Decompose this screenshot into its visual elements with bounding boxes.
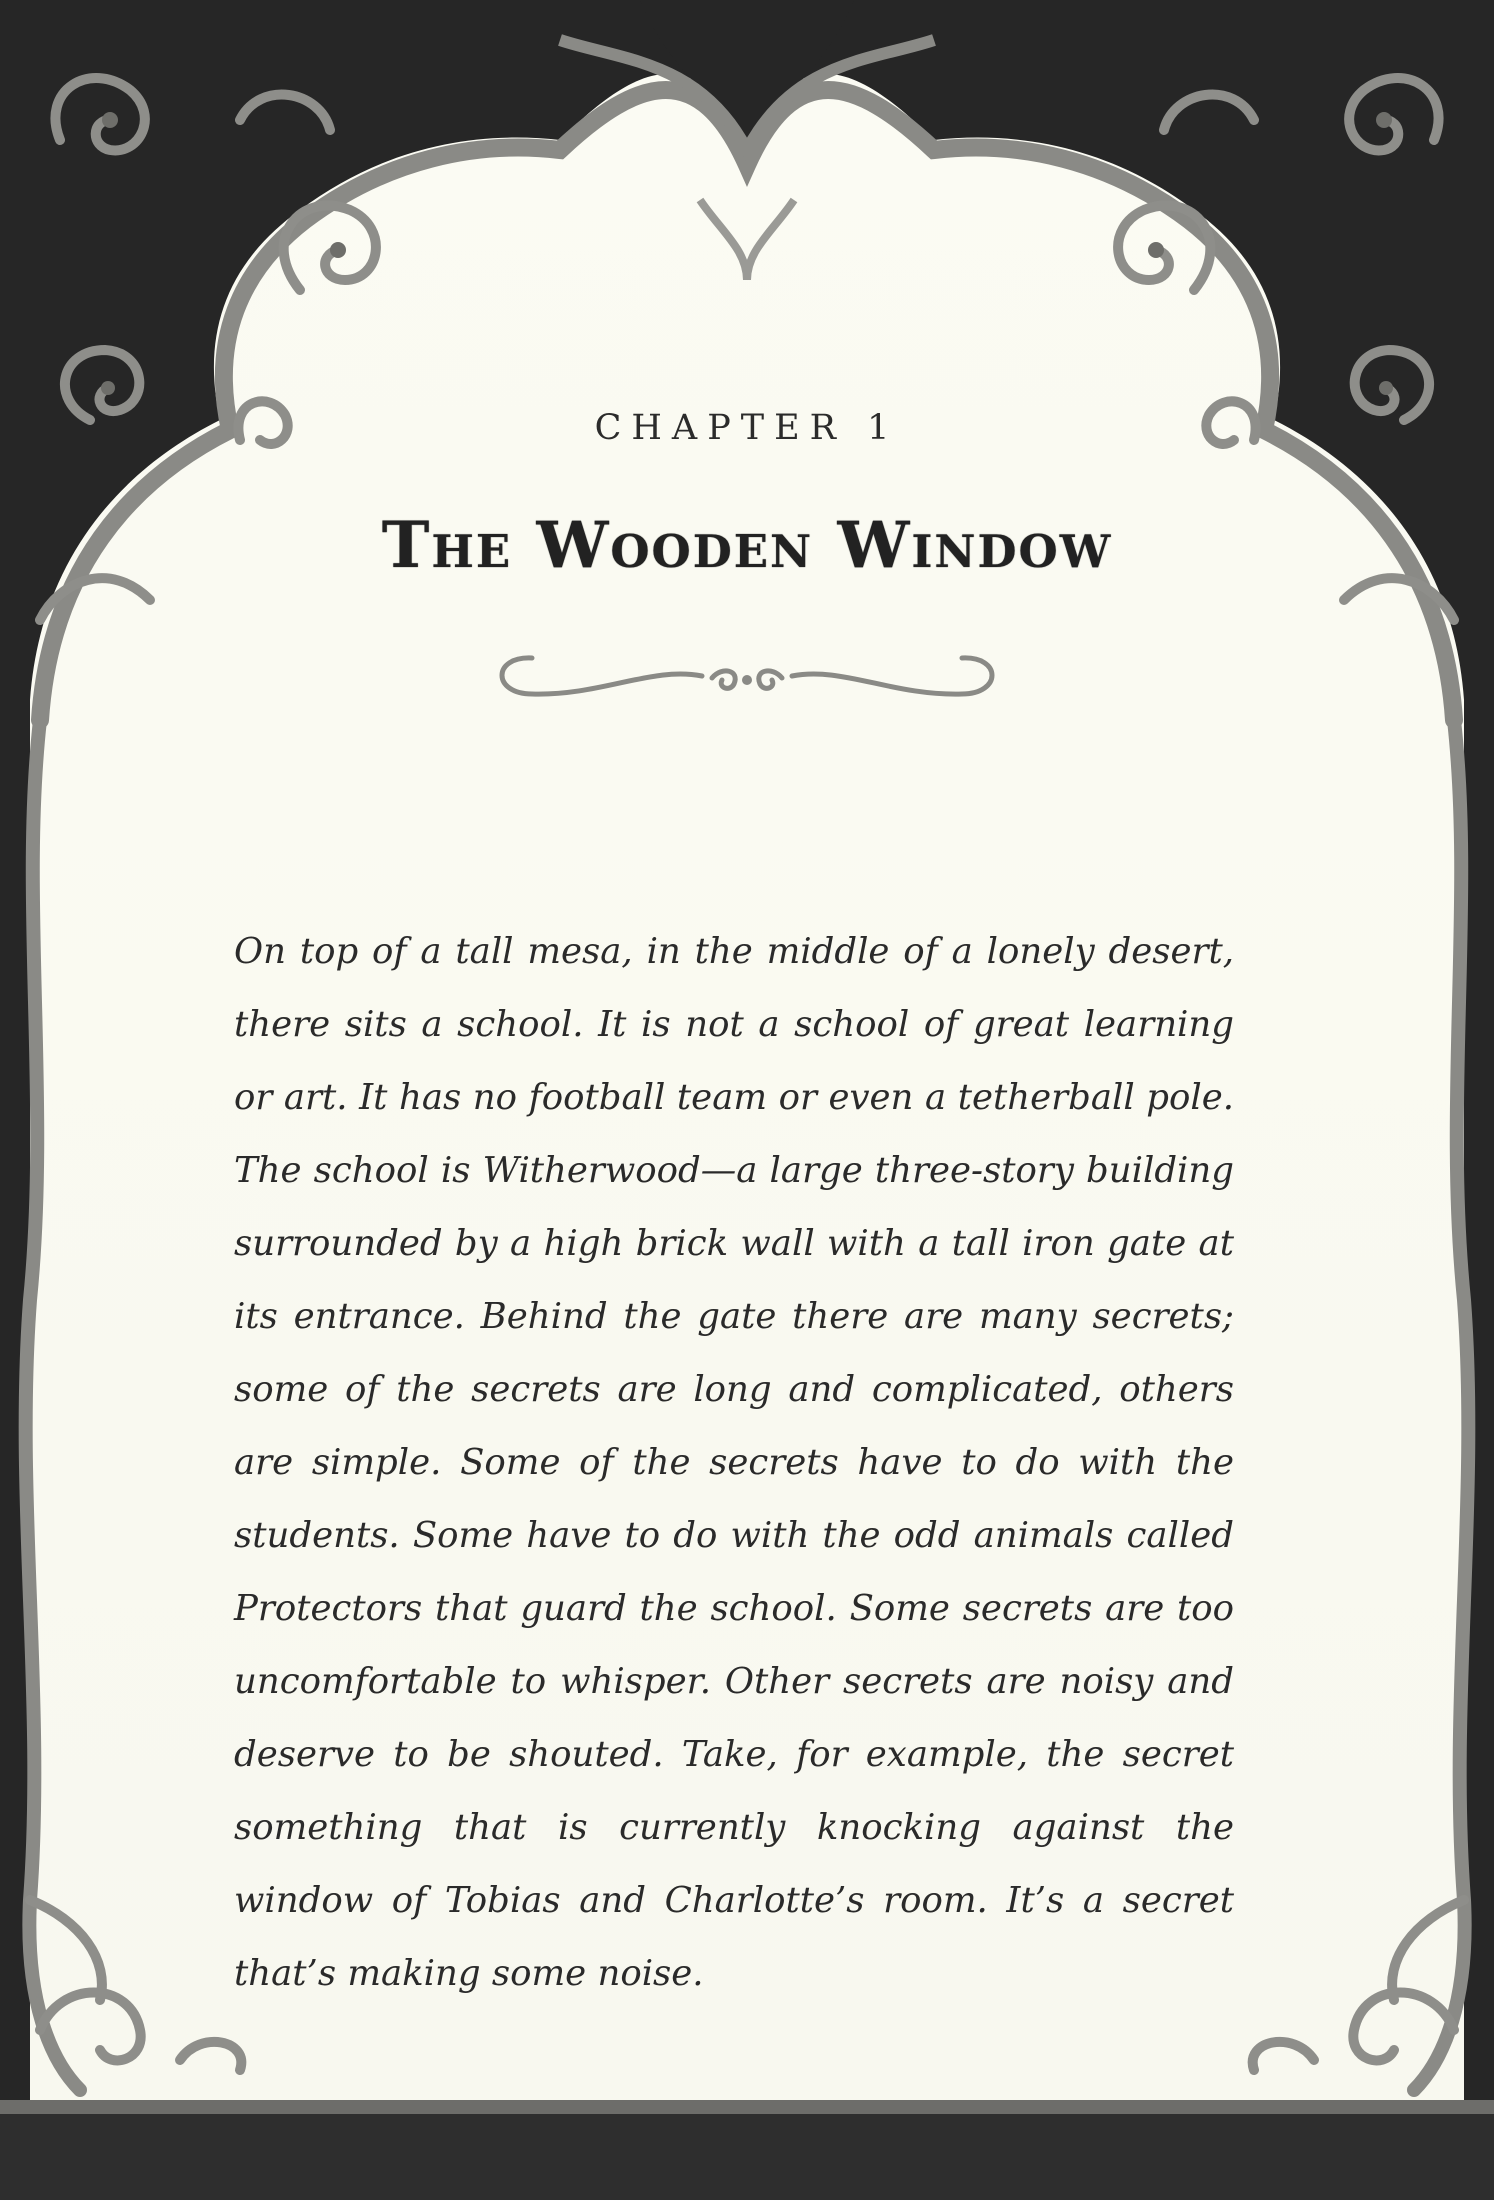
title-flourish-icon — [472, 636, 1022, 716]
body-paragraph: On top of a tall mesa, in the middle of a lonely desert, there sits a school. It is not a school of great learning or art. It has no football team or even a tetherball pole. The school is Witherwood—a large three-story building surrounded by a high brick wall with a tall iron gate at its entrance. Behind the gate there are many secrets; some of the secrets are long and complicated, others are simple. Some of the secrets have to do with the students. Some have to do with the odd animals called Protectors that guard the school. Some secrets are too uncomfortable to whisper. Other secrets are noisy and deserve to be shouted. Take, for example, the secret something that is currently knocking against the window of Tobias and Charlotte’s room. It’s a secret that’s making some noise. — [234, 931, 1234, 1994]
chapter-label: CHAPTER 1 — [594, 408, 900, 448]
chapter-title: The Wooden Window — [381, 508, 1113, 583]
chapter-body — [234, 915, 1234, 2010]
